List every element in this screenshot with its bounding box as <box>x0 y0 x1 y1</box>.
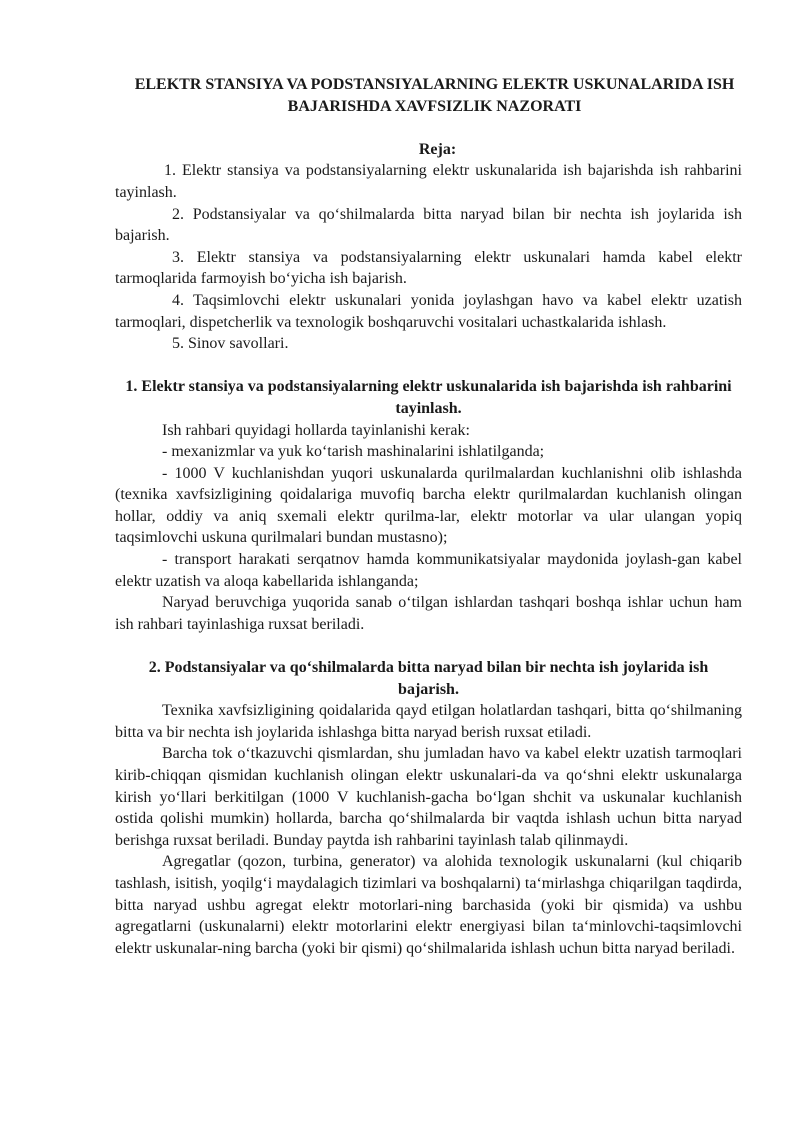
plan-label: Reja: <box>418 140 457 158</box>
plan-item: 2. Podstansiyalar va qo‘shilmalarda bitta naryad bilan bir nechta ish joylarida ish bajarish. <box>115 205 742 245</box>
document-page <box>115 74 742 959</box>
paragraph: Texnika xavfsizligining qoidalarida qayd etilgan holatlardan tashqari, bitta qo‘shilmaning bitta va bir nechta ish joylarida ishlashga bitta naryad berish ruxsat etiladi. <box>115 702 742 741</box>
paragraph: Barcha tok o‘tkazuvchi qismlardan, shu jumladan havo va kabel elektr uzatish tarmoqlari kirib-chiqqan qismidan kuchlanish olingan elektr uskunalari-da va qo‘shni elektr uskunalarga kirish yo‘llari berkitilgan (1000 V kuchlanish-gacha bo‘lgan shchit va uskunalar kuchlanish ostida qolishi mumkin) hollarda, barcha qo‘shilmalarda bir vaqtda ishlash uchun bitta naryad berishga ruxsat beriladi. Bunday paytda ish rahbarini tayinlash talab qilinmaydi. <box>115 745 742 849</box>
section-heading: 1. Elektr stansiya va podstansiyalarning elektr uskunalarida ish bajarishda ish rahbarini tayinlash. <box>125 378 732 417</box>
paragraph: - mexanizmlar va yuk ko‘tarish mashinalarini ishlatilganda; <box>162 443 545 461</box>
spacer <box>115 635 742 657</box>
plan-item: 3. Elektr stansiya va podstansiyalarning elektr uskunalari hamda kabel elektr tarmoqlarida farmoyish bo‘yicha ish bajarish. <box>115 248 742 288</box>
plan-item: 4. Taqsimlovchi elektr uskunalari yonida joylashgan havo va kabel elektr uzatish tarmoqlari, dispetcherlik va texnologik boshqaruvchi vositalari uchastkalarida ishlash. <box>115 291 742 331</box>
paragraph: Naryad beruvchiga yuqorida sanab o‘tilgan ishlardan tashqari boshqa ishlar uchun ham ish rahbari tayinlashiga ruxsat beriladi. <box>115 594 742 633</box>
paragraph: - 1000 V kuchlanishdan yuqori uskunalarda qurilmalardan kuchlanishni olib ishlashda (texnika xavfsizligining qoidalariga muvofiq barcha elektr qurilmalardan kuchlanish olingan hollar, oddiy va aniq sxemali elektr qurilma-lar, elektr motorlar va ular ulangan yopiq taqsimlovchi uskuna qurilmalari bundan mustasno); <box>115 464 742 547</box>
paragraph: Agregatlar (qozon, turbina, generator) va alohida texnologik uskunalarni (kul chiqarib tashlash, isitish, yoqilg‘i maydalagich tizimlari va boshqalarni) ta‘mirlashga chiqarilgan taqdirda, bitta naryad ushbu agregat elektr motorlari-ning barchasida (yoki bir qismida) va ushbu agregatlarni (uskunalarni) elektr motorlarini elektr energiyasi bilan ta‘minlovchi-taqsimlovchi elektr uskunalar-ning barcha (yoki bir qismi) qo‘shilmalarida ishlash uchun bitta naryad beriladi. <box>115 853 742 957</box>
document-title: ELEKTR STANSIYA VA PODSTANSIYALARNING ELEKTR USKUNALARIDA ISH BAJARISHDA XAVFSIZLIK NAZORATI <box>134 76 735 115</box>
section-heading: 2. Podstansiyalar va qo‘shilmalarda bitta naryad bilan bir nechta ish joylarida ish bajarish. <box>148 659 709 698</box>
plan-item: 1. Elektr stansiya va podstansiyalarning elektr uskunalarida ish bajarishda ish rahbarini tayinlash. <box>115 162 742 201</box>
plan-item: 5. Sinov savollari. <box>172 335 289 353</box>
spacer <box>115 355 742 377</box>
paragraph: - transport harakati serqatnov hamda kommunikatsiyalar maydonida joylash-gan kabel elektr uzatish va aloqa kabellarida ishlanganda; <box>115 551 742 590</box>
paragraph: Ish rahbari quyidagi hollarda tayinlanishi kerak: <box>162 421 470 439</box>
spacer <box>115 117 742 139</box>
